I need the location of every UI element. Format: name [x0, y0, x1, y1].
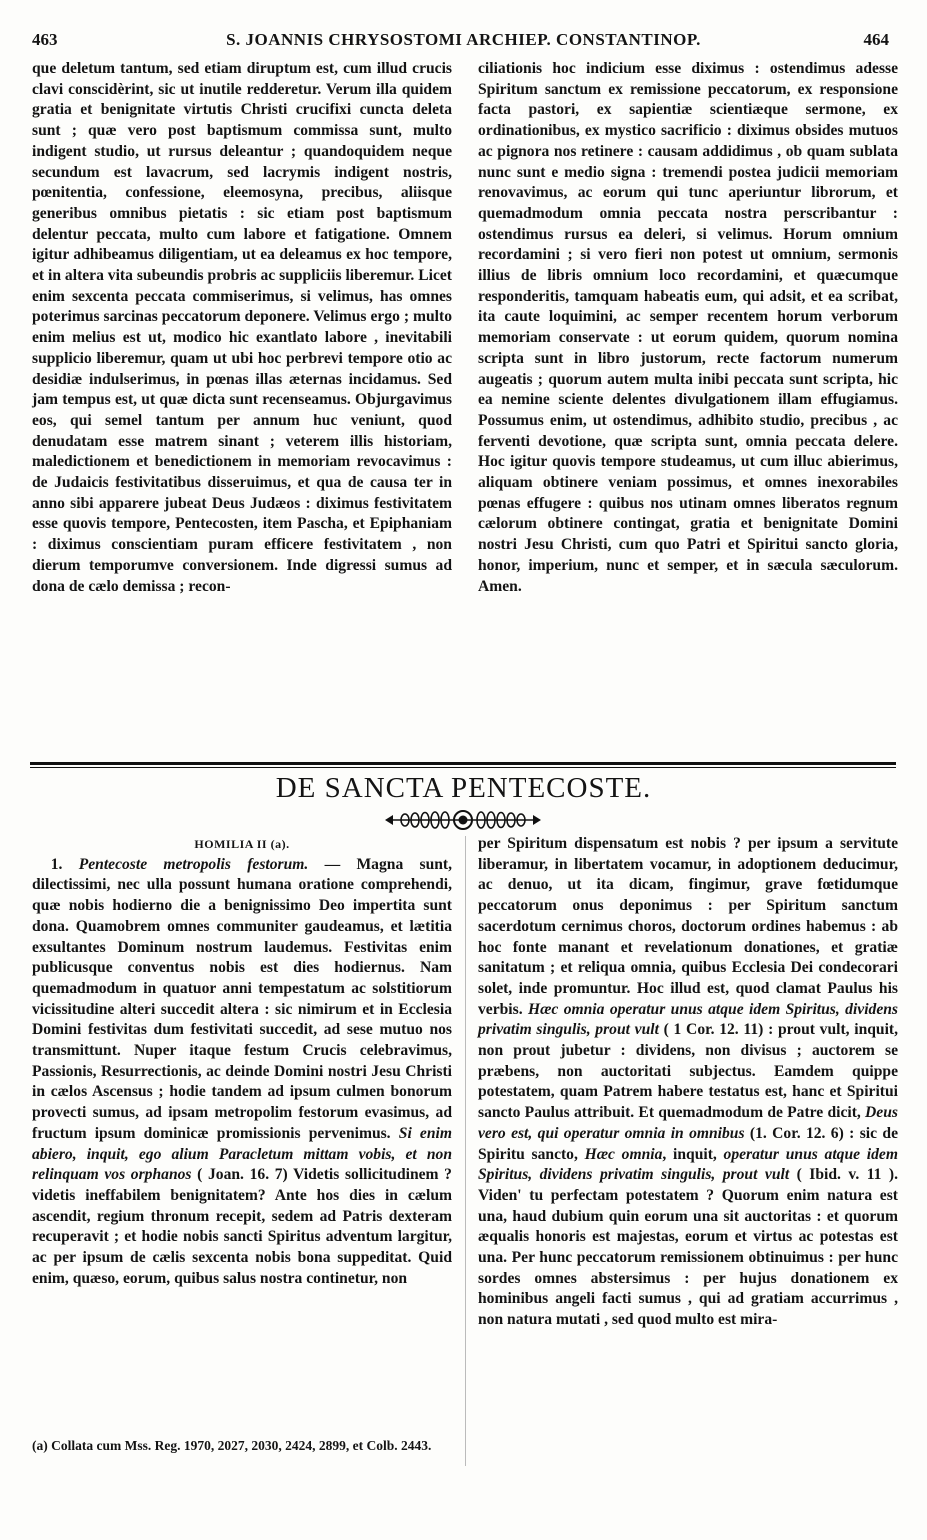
homily-paragraph-1: [32, 855, 452, 1290]
homily-text-4: : prout vult, inquit, non prout jubetur : dividens, non divisus ; auctorem se præbens, non auctoritati subjectus. Eamdem quippe potestatem, quam Patrem habere testatus est, hanc et Spiritui sancto Paulus attribuit. Et quemadmodum de Patre dicit,: [478, 1021, 899, 1122]
page-number-left: 463: [32, 30, 58, 49]
scripture-ref-4: ( Ibid. v. 11 ).: [796, 1166, 898, 1184]
homily-text-7: Viden' tu perfectam potestatem ? Quorum enim natura est una, haud dubium quin eorum una sit auctoritas : et quorum æqualis honoris est majestas, eorum et virtus ac potestas est una. Per hunc peccatorum remissionem obtinuimus : per hunc sordes omnes abstersimus : per hujus donationem ex hominibus angeli facti sumus , qui ad gratiam accurrimus , non natura mutati , sed quod multo est mira-: [478, 1186, 898, 1329]
scripture-ref-2: ( 1 Cor. 12. 11): [663, 1021, 764, 1039]
top-right-column: [478, 59, 898, 597]
section-divider-thin: [30, 767, 896, 768]
homily-text-1: Magna sunt, dilectissimi, nec ulla possunt humana oratione comprehendi, quæ nobis hodierno die a benignissimo Deo impertita sunt dona. Quamobrem omnes communiter gaudeamus, et lætitia exsultantes Dominum nostrum laudemus. Festivitas enim publicusque conventus nobis est dies hodiernus. Nam quemadmodum in quatuor anni tempestatum ac solstitiorum vicissitudine alteri succedit altera : sic nimirum et in Ecclesia Domini festivitas dum festivitati succedit, ad sese mutuo nos transmittunt. Nuper itaque festum Crucis celebravimus, Passionis, Resurrectionis, ac deinde Domini nostri Jesu Christi in cælos Ascensus ; hodie tandem ad ipsum culmen bonorum provecti sumus, ad ipsam metropolim festorum evasimus, ad fructum ipsum dominicæ promissionis pervenimus.: [32, 855, 453, 1142]
section-title: DE SANCTA PENTECOSTE.: [275, 772, 652, 804]
section-divider-thick: [30, 762, 896, 765]
homily-text-6: , inquit,: [662, 1145, 717, 1163]
page-number-right: 464: [863, 30, 889, 49]
ornament-icon: [383, 809, 543, 831]
scripture-quote-4: Hæc omnia: [584, 1145, 663, 1163]
column-gutter: [465, 836, 466, 1466]
homily-text-3: per Spiritum dispensatum est nobis ? per ipsum a servitute liberamur, in libertatem vocamur, in adoptionem deducimur, ac denuo, ut ita dicam, fingimur, grave fœtidumque peccatorum onus deponimus : per Spiritum sanctum sacerdotum cernimus choros, doctorum ordines habemus : ab hoc fonte manant et revelationum donationes, et gratiæ sanitatum ; et reliqua omnia, quibus Ecclesia Dei condecorari solet, inde promuntur. Hoc illud est, quod clamat Paulus his verbis.: [478, 835, 898, 1018]
homily-paragraph-1-continued: [478, 834, 898, 1331]
homily-text-5: : sic de Spiritu sancto,: [478, 1124, 898, 1163]
bottom-left-column: [32, 834, 452, 1289]
footnote: (a) Collata cum Mss. Reg. 1970, 2027, 2030, 2424, 2899, et Colb. 2443.: [32, 1438, 432, 1453]
running-title: S. JOANNIS CHRYSOSTOMI ARCHIEP. CONSTANTINOP.: [226, 30, 701, 49]
homily-text-2: Videtis sollicitudinem ? videtis ineffabilem benignitatem? Ante hos dies in cælum ascendit, regium thronum recepit, sedem ad Patris dexteram recuperavit ; et hodie nobis sancti Spiritus adventum largitur, ac per ipsum de cælis sexcenta nobis bona suppeditat. Quid enim, quæso, eorum, quibus salus nostra continetur, non: [32, 1166, 452, 1287]
scripture-quote-5: operatur unus atque idem Spiritus, dividens privatim singulis, prout vult: [478, 1145, 898, 1184]
scripture-quote-1: Si enim abiero, inquit, ego alium Paracletum mittam vobis, et non relinquam vos orphanos: [32, 1124, 452, 1184]
bottom-right-column: [478, 834, 898, 1331]
top-left-column: [32, 59, 452, 597]
scripture-ref-1: ( Joan. 16. 7): [197, 1166, 288, 1184]
top-left-paragraph: que deletum tantum, sed etiam diruptum est, cum illud crucis clavi conscidèrint, sic ut inutile redderetur. Verum illa quidem gratia et benignitate virtutis Christi crucifixi cuncta deleta sunt ; quæ vero post baptismum commissa sunt, multo indigent studio, ut rursus deleantur ; quandoquidem neque secundum est lavacrum, sed lacrymis indigent nostris, pœnitentia, confessione, eleemosyna, precibus, aliisque generibus omnibus pietatis : sic etiam post baptismum delentur peccata, multo cum labore et fatigatione. Omnem igitur adhibeamus diligentiam, ut ea deleamus ex hoc tempore, et in altera vita subeundis probris ac suppliciis liberemur. Licet enim sexcenta peccata commiserimus, si velimus, has omnes poterimus sarcinas peccatorum deponere. Velimus ergo ; multo enim melius est ut, modico hic exantlato labore , inevitabili supplicio liberemur, quam ut ubi hoc perbrevi tempore otio ac desidiæ indulserimus, in pœnas illas æternas incidamus. Sed jam tempus est, ut quæ dicta sunt recenseamus. Objurgavimus eos, qui semel tantum per annum huc veniunt, quod denudatam esse matrem sinant ; veterem illis historiam, maledictionem et benedictionem in memoriam revocavimus : de Judaicis festivitatibus disseruimus, et qua de causa ter in anno sibi apparere jubeat Deus Judæos : diximus festivitatem esse quovis tempore, Pentecosten, item Pascha, et Epiphaniam : diximus conscientiam puram efficere festivitatem , non dierum temporumve conversionem. Inde digressi sumus ad dona de cælo demissa ; recon-: [32, 60, 452, 595]
paragraph-number: 1.: [50, 855, 63, 873]
homily-heading: HOMILIA II (a).: [194, 837, 290, 851]
scripture-ref-3: (1. Cor. 12. 6): [749, 1124, 844, 1142]
top-right-paragraph: ciliationis hoc indicium esse diximus : ostendimus adesse Spiritum sanctum ex remissione peccatorum, ex responsione facta pastori, ex sapientiæ scientiæque sermone, ex ordinationibus, ex mystico sacrificio : diximus obsides mutuos ac pignora nos retinere : causam addidimus , ob quam sublata nunc sunt e medio signa : tremendi postea judicii memoriam renovavimus, ac eorum qui tunc aperiuntur librorum, et quemadmodum omnia peccata nostra perscribantur : ostendimus rursus ea deleri, si velimus. Horum omnium recordamini ; si vero fieri non potest ut omnium, sermonis illius de libris omnium loco recordamini, et quæcumque responderitis, tamquam habeatis eum, qui adsit, et ea scribat, ita caute loquimini, ac semper recentem horum verborum memoriam conservate : ut eorum quidem, quorum nomina scripta sunt in libro justorum, recte factorum numerum augeatis ; quorum autem multa inibi peccata sunt scripta, hic ea nemine sciente delentes divulgationem illam effugiamus. Possumus enim, ut ostendimus, adhibito studio, precibus , ac ferventi devotione, quæ scripta sunt, omnia peccata delere. Hoc igitur quovis tempore studeamus, ut cum illuc abierimus, aliquam obtinere veniam possimus, et omnes inexorabiles pœnas effugere : quibus nos utinam omnes liberatos regnum cælorum obtinere contingat, gratia et benignitate Domini nostri Jesu Christi, cum quo Patri et Spiritui sancto gloria, honor, imperium, nunc et semper, et in sæcula sæculorum. Amen.: [478, 60, 898, 595]
scripture-quote-3: Deus vero est, qui operatur omnia in omnibus: [478, 1104, 898, 1142]
scripture-quote-2: Hæc omnia operatur unus atque idem Spiritus, dividens privatim singulis, prout vult: [478, 1000, 898, 1039]
paragraph-dash: —: [308, 855, 357, 873]
paragraph-title: Pentecoste metropolis festorum.: [78, 855, 309, 873]
